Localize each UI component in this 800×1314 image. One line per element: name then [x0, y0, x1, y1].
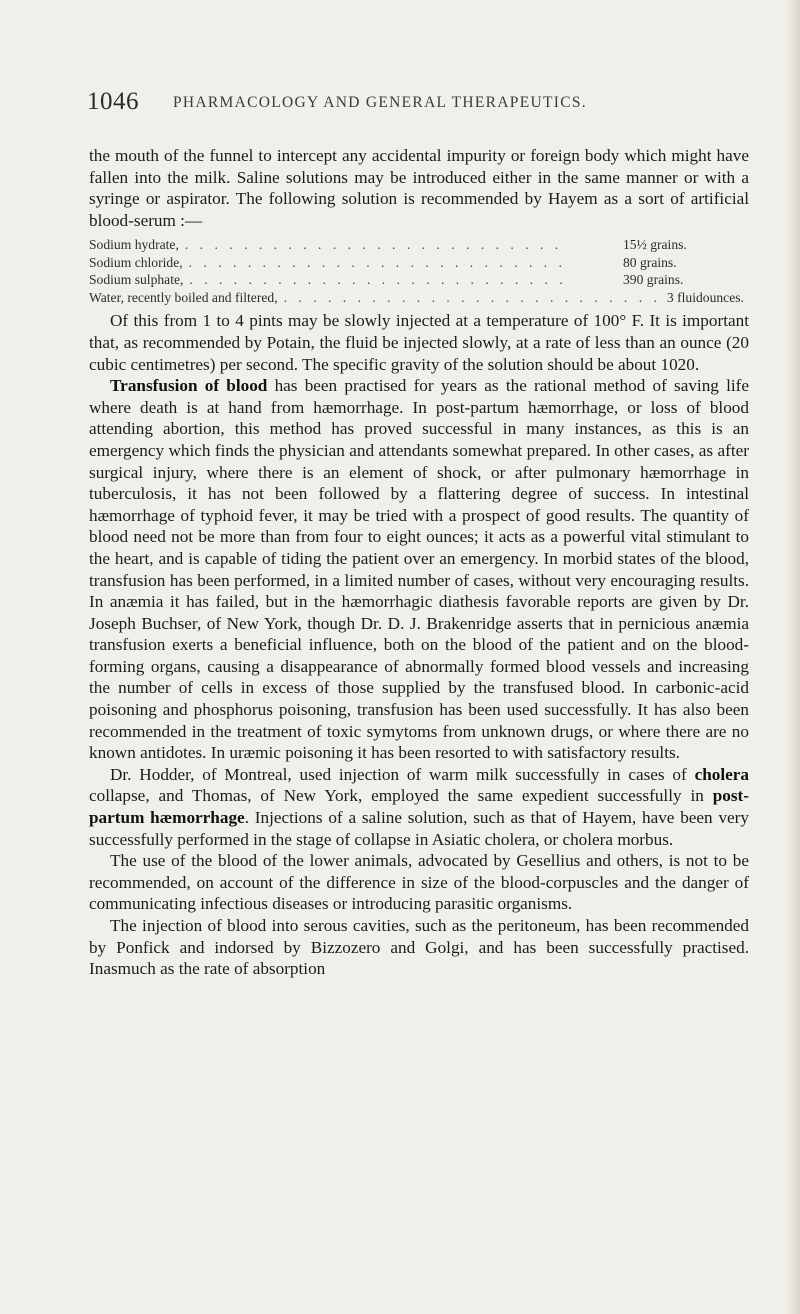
transfusion-heading: Transfusion of blood [110, 376, 268, 396]
recipe-quantity: 80 grains. [623, 254, 677, 270]
recipe-substance: Sodium hydrate, [89, 237, 179, 253]
page-edge-shadow [786, 0, 800, 1314]
dot-leader: . . . . . . . . . . . . . . . . . . . . . . . . . . [184, 237, 563, 253]
recipe-substance: Sodium chloride, [89, 254, 183, 270]
recipe-substance: Water, recently boiled and filtered, [89, 289, 278, 305]
serous-cavities-paragraph: The injection of blood into serous cavities, such as the peritoneum, has been recommended by Ponfick and indorsed by Bizzozero and Golgi, and has been successfully practised. Inasmuch as the rate of absorption [89, 916, 749, 979]
cholera-term: cholera [694, 764, 749, 784]
recipe-quantity: 390 grains. [623, 272, 684, 288]
dot-leader: . . . . . . . . . . . . . . . . . . . . . . . . . . [189, 272, 567, 288]
recipe-quantity: 3 fluidounces. [666, 289, 744, 305]
running-head: PHARMACOLOGY AND GENERAL THERAPEUTICS. [173, 94, 587, 111]
page-header [87, 88, 747, 124]
transfusion-text: has been practised for years as the rational method of saving life where death is at hand from hæmorrhage. In post-partum hæmorrhage, or loss of blood attending abortion, this method has proved successful in many instances, as this is an emergency which finds the physician and attendants somewhat prepared. In other cases, as after surgical injury, where there is an element of shock, or after pulmonary hæmorrhage in tuberculosis, it has not been followed by a flattering degree of success. In intestinal hæmorrhage of typhoid fever, it may be tried with a prospect of good results. The quantity of blood need not be more than from four to eight ounces; it acts as a powerful vital stimulant to the heart, and is capable of tiding the patient over an emergency. In morbid states of the blood, transfusion has been performed, in a limited number of cases, without very encouraging results. In anæmia it has failed, but in the hæmorrhagic diathesis favorable reports are given by Dr. Joseph Buchser, of New York, though Dr. D. J. Brakenridge asserts that in pernicious anæmia transfusion exerts a beneficial influence, both on the blood of the patient and on the blood-forming organs, causing a disappearance of abnormally formed blood vessels and increasing the number of cells in excess of those supplied by the transfused blood. In carbonic-acid poisoning and phosphorus poisoning, transfusion has been used successfully. It has also been recommended in the treatment of toxic symytoms from unknown drugs, or where there are no known antidotes. In uræmic poisoning it has been resorted to with satisfactory results. [89, 376, 749, 763]
recipe-quantity: 15½ grains. [623, 237, 687, 253]
recipe-row [89, 271, 749, 289]
recipe-row [89, 254, 749, 272]
body-text [89, 145, 749, 980]
hodder-text-2: collapse, and Thomas, of New York, employed the same expedient successfully in [89, 786, 713, 806]
intro-paragraph: the mouth of the funnel to intercept any accidental impurity or foreign body which might have fallen into the milk. Saline solutions may be introduced either in the same manner or with a syringe or aspirator. The following solution is recommended by Hayem as a sort of artificial blood-serum :— [89, 146, 749, 230]
hayem-solution-recipe [89, 236, 749, 306]
dosage-paragraph: Of this from 1 to 4 pints may be slowly injected at a temperature of 100° F. It is important that, as recommended by Potain, the fluid be injected slowly, at a rate of less than an ounce (20 cubic centimetres) per second. The specific gravity of the solution should be about 1020. [89, 311, 749, 374]
recipe-row [89, 236, 749, 254]
hodder-text-3: . Injections of a saline solution, such as that of Hayem, have been very successfully performed in the stage of collapse in Asiatic cholera, or cholera morbus. [89, 808, 749, 849]
transfusion-paragraph [89, 375, 749, 764]
dot-leader: . . . . . . . . . . . . . . . . . . . . . . . . . . [283, 289, 661, 305]
dot-leader: . . . . . . . . . . . . . . . . . . . . . . . . . . [188, 254, 566, 270]
hodder-paragraph [89, 764, 749, 850]
post-partum-term: post-partum hæmorrhage [89, 786, 749, 828]
hodder-text-1: Dr. Hodder, of Montreal, used injection of warm milk successfully in cases of [110, 764, 695, 784]
page-number: 1046 [87, 88, 139, 115]
recipe-row [89, 289, 749, 307]
gesellius-paragraph: The use of the blood of the lower animals, advocated by Gesellius and others, is not to be recommended, on account of the difference in size of the blood-corpuscles and the danger of communicating infectious diseases or introducing parasitic organisms. [89, 851, 749, 914]
recipe-substance: Sodium sulphate, [89, 272, 184, 288]
